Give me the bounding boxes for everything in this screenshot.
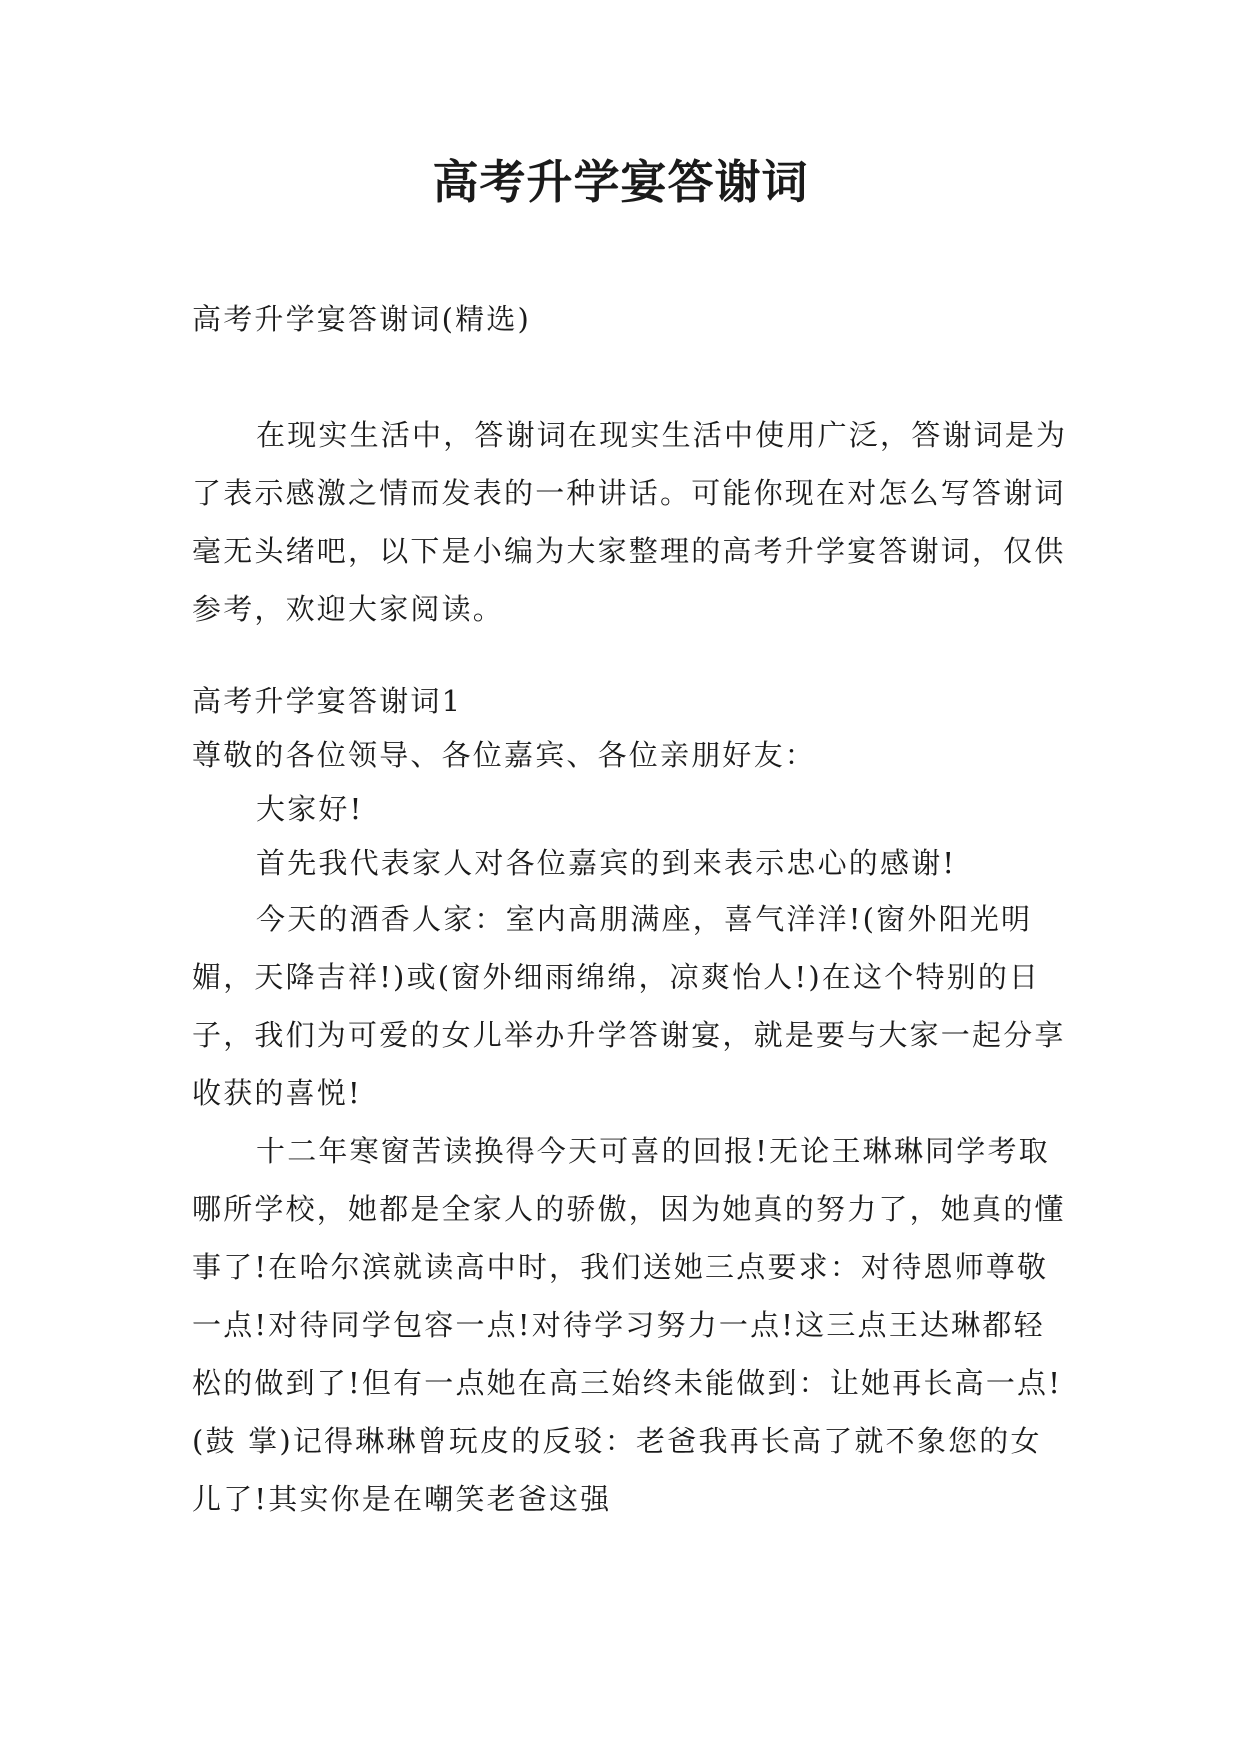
body-paragraph: 大家好! bbox=[256, 792, 364, 826]
body-paragraph: 十二年寒窗苦读换得今天可喜的回报!无论王琳琳同学考取哪所学校，她都是全家人的骄傲，因为她真的努力了，她真的懂事了!在哈尔滨就读高中时，我们送她三点要求：对待恩师尊敬一点!对待同学包容一点!对待学习努力一点!这三点王达琳都轻松的做到了!但有一点她在高三始终未能做到：让她再长高一点!(鼓 掌)记得琳琳曾玩皮的反驳：老爸我再长高了就不象您的女儿了!其实你是在嘲笑老爸这强 bbox=[192, 1134, 1066, 1516]
document-body bbox=[192, 290, 1072, 1528]
intro-paragraph: 在现实生活中，答谢词在现实生活中使用广泛，答谢词是为了表示感激之情而发表的一种讲话。可能你现在对怎么写答谢词毫无头绪吧，以下是小编为大家整理的高考升学宴答谢词，仅供参考，欢迎大家阅读。 bbox=[192, 418, 1068, 626]
body-paragraph: 首先我代表家人对各位嘉宾的到来表示忠心的感谢! bbox=[256, 846, 957, 880]
body-paragraph: 今天的酒香人家：室内高朋满座，喜气洋洋!(窗外阳光明媚，天降吉祥!)或(窗外细雨绵绵，凉爽怡人!)在这个特别的日子，我们为可爱的女儿举办升学答谢宴，就是要与大家一起分享收获的喜悦! bbox=[192, 902, 1066, 1110]
document-title: 高考升学宴答谢词 bbox=[432, 155, 809, 209]
section-heading: 高考升学宴答谢词1 bbox=[192, 684, 463, 718]
document-subtitle: 高考升学宴答谢词(精选) bbox=[192, 302, 532, 336]
salutation: 尊敬的各位领导、各位嘉宾、各位亲朋好友： bbox=[192, 738, 817, 772]
